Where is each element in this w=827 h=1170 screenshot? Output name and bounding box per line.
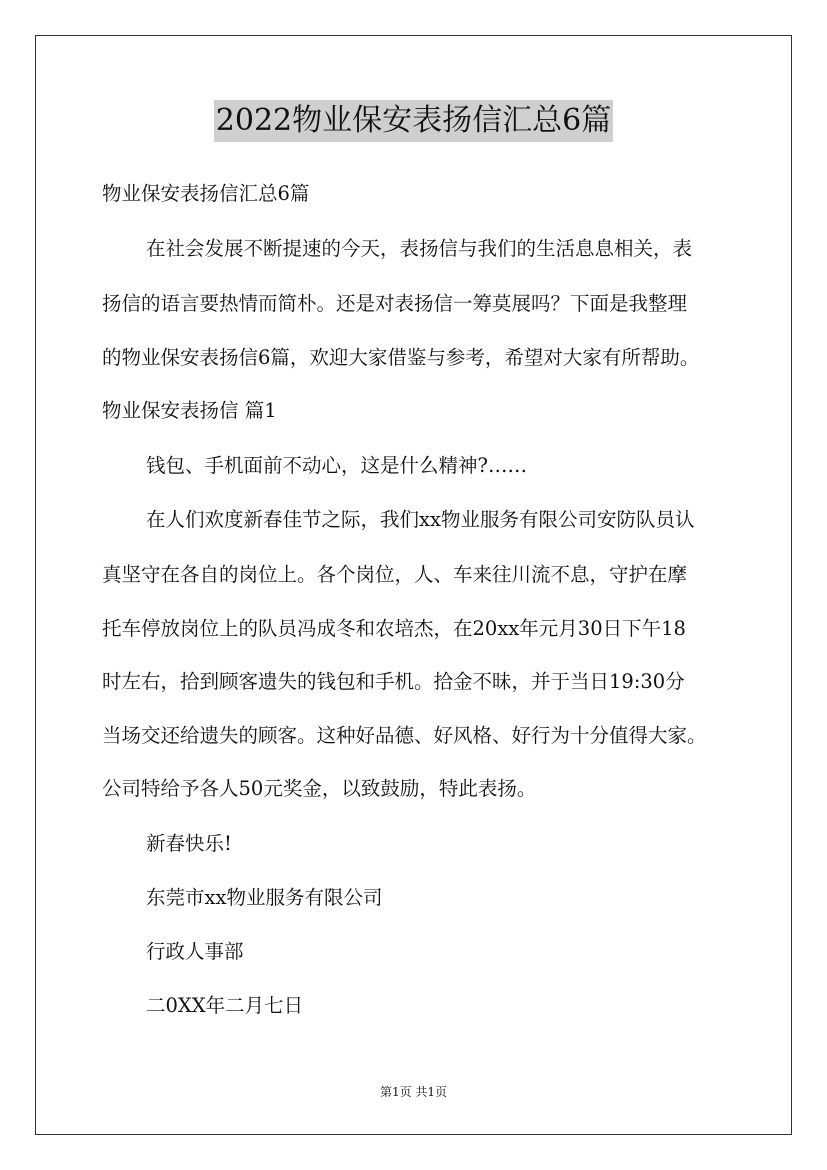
intro-line-2: 扬信的语言要热情而简朴。还是对表扬信一筹莫展吗？下面是我整理: [102, 292, 688, 315]
greeting-line: 新春快乐!: [146, 832, 232, 855]
title-container: [0, 100, 827, 142]
page-footer: 第1页 共1页: [379, 1085, 448, 1099]
body-line-1: 在人们欢度新春佳节之际，我们xx物业服务有限公司安防队员认: [146, 508, 695, 531]
body-line-5: 当场交还给遗失的顾客。这种好品德、好风格、好行为十分值得大家。: [102, 724, 707, 747]
body-line-4: 时左右，拾到顾客遗失的钱包和手机。拾金不昧，并于当日19:30分: [102, 670, 685, 693]
body-line-headline: 钱包、手机面前不动心，这是什么精神?……: [146, 454, 527, 477]
body-line-6: 公司特给予各人50元奖金，以致鼓励，特此表扬。: [102, 777, 537, 800]
body-line-2: 真坚守在各自的岗位上。各个岗位，人、车来往川流不息，守护在摩: [102, 563, 688, 586]
signature-department: 行政人事部: [146, 940, 244, 963]
body-line-3: 托车停放岗位上的队员冯成冬和农培杰，在20xx年元月30日下午18: [102, 617, 686, 640]
intro-line-1: 在社会发展不断提速的今天，表扬信与我们的生活息息相关，表: [146, 237, 693, 260]
subtitle-line: 物业保安表扬信汇总6篇: [102, 182, 310, 205]
intro-line-3: 的物业保安表扬信6篇，欢迎大家借鉴与参考，希望对大家有所帮助。: [102, 346, 700, 369]
signature-date: 二0XX年二月七日: [146, 994, 304, 1017]
document-title: 2022物业保安表扬信汇总6篇: [214, 100, 613, 142]
section-heading: 物业保安表扬信 篇1: [102, 399, 277, 422]
signature-company: 东莞市xx物业服务有限公司: [146, 886, 383, 909]
